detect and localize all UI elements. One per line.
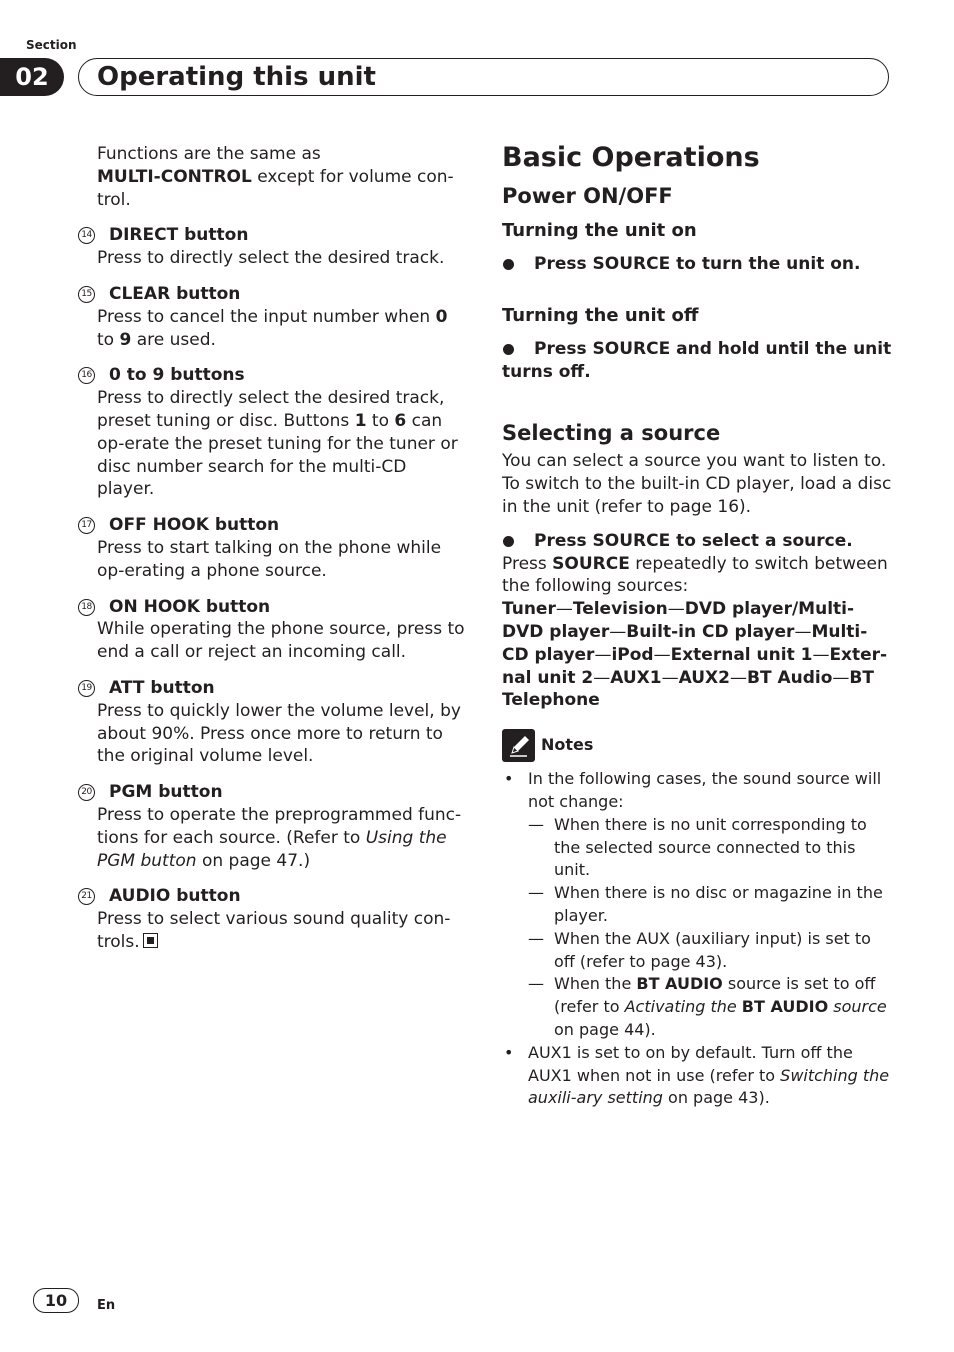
item-title: PGM button — [109, 782, 223, 803]
text: are used. — [131, 329, 216, 350]
source-name: Television — [572, 599, 668, 620]
heading-turn-on: Turning the unit on — [502, 220, 697, 241]
item-audio — [78, 885, 466, 953]
text-italic: Using the PGM button — [97, 827, 447, 871]
section-label: Section — [26, 38, 77, 52]
notes-header — [502, 729, 892, 762]
item-body — [78, 908, 466, 954]
item-title: DIRECT button — [109, 225, 249, 246]
source-separator: — — [661, 667, 679, 688]
item-number: 19 — [78, 680, 95, 697]
end-mark-icon — [143, 933, 158, 948]
right-column — [502, 140, 892, 1110]
source-name: Exter-nal unit 2 — [502, 644, 888, 688]
note-item — [502, 1042, 892, 1110]
item-pgm — [78, 781, 466, 872]
left-column — [78, 143, 466, 954]
item-number: 15 — [78, 286, 95, 303]
source-separator: — — [653, 644, 671, 665]
text-bold: 9 — [119, 329, 132, 350]
heading-select-source: Selecting a source — [502, 421, 721, 446]
text: AUX1 is set to on by default. Turn off the AUX1 when not in use (refer to — [528, 1042, 853, 1085]
text-bold: 1 — [354, 410, 367, 431]
source-name: AUX1 — [610, 667, 662, 688]
intro-rest: except for volume con-trol. — [97, 166, 454, 210]
source-separator: — — [594, 644, 612, 665]
notes-list — [502, 768, 892, 1110]
text: to — [97, 329, 120, 350]
sub-item: — When there is no disc or magazine in the player. — [528, 882, 892, 928]
item-clear — [78, 283, 466, 351]
text: Press to cancel the input number when — [97, 306, 436, 327]
item-title: OFF HOOK button — [109, 515, 280, 536]
source-name: BT Audio — [746, 667, 833, 688]
text: on page 43). — [662, 1088, 770, 1108]
language-code: En — [97, 1298, 116, 1313]
text-italic: Activating the — [624, 997, 742, 1017]
text-italic: Switching the auxili-ary setting — [528, 1065, 890, 1108]
section-number: 02 — [0, 58, 64, 96]
item-body: Press to directly select the desired track. — [97, 248, 445, 269]
item-body: Press to quickly lower the volume level, by about 90%. Press once more to return to the original volume level. — [97, 700, 461, 767]
item-body — [78, 387, 466, 501]
text-bold: 0 — [435, 306, 448, 327]
source-name: iPod — [611, 644, 654, 665]
source-name: DVD player/Multi-DVD player — [502, 599, 855, 642]
text-bold: SOURCE — [552, 553, 630, 574]
title-box — [78, 58, 889, 96]
item-title: AUDIO button — [109, 886, 241, 907]
item-number: 17 — [78, 517, 95, 534]
item-title: CLEAR button — [109, 283, 241, 304]
item-0-9 — [78, 364, 466, 501]
item-title: 0 to 9 buttons — [109, 365, 245, 386]
page-title: Operating this unit — [97, 62, 376, 92]
heading-basic-operations: Basic Operations — [502, 142, 760, 173]
item-on-hook — [78, 596, 466, 664]
intro-line1: Functions are the same as — [97, 144, 321, 164]
intro-bold: MULTI-CONTROL — [97, 166, 252, 187]
source-list — [502, 598, 892, 712]
source-name: External unit 1 — [670, 644, 813, 665]
item-att — [78, 677, 466, 768]
item-body: While operating the phone source, press to end a call or reject an incoming call. — [97, 619, 465, 663]
heading-power: Power ON/OFF — [502, 184, 673, 208]
sub-item: — When the AUX (auxiliary input) is set to off (refer to page 43). — [528, 928, 892, 974]
select-paragraph: You can select a source you want to listen to. To switch to the built-in CD player, load a disc in the unit (refer to page 16). — [502, 451, 892, 517]
item-off-hook — [78, 514, 466, 582]
text: Press — [502, 553, 553, 574]
text-bold: BT AUDIO — [636, 974, 723, 994]
source-name: Multi-CD player — [502, 621, 868, 665]
item-body — [78, 306, 466, 352]
notes-title: Notes — [541, 735, 594, 755]
text: Press to select various sound quality con-trols. — [97, 909, 451, 952]
item-number: 20 — [78, 784, 95, 801]
text: source is set to off (refer to — [554, 974, 876, 1017]
press-paragraph — [502, 553, 892, 599]
text: on page 47.) — [196, 850, 311, 871]
text: to — [366, 410, 395, 431]
text: can op-erate the preset tuning for the tuner or disc number search for the multi-CD player. — [97, 410, 458, 500]
intro-paragraph — [78, 143, 466, 211]
notes-pencil-icon — [502, 729, 535, 762]
source-separator: — — [593, 667, 611, 688]
text: When the — [554, 974, 637, 994]
item-body — [78, 804, 466, 872]
item-title: ATT button — [109, 677, 215, 698]
text-bold: 6 — [394, 410, 407, 431]
item-number: 21 — [78, 888, 95, 905]
text: Press to operate the preprogrammed func-tions for each source. (Refer to — [97, 804, 462, 848]
item-number: 18 — [78, 599, 95, 616]
source-name: AUX2 — [678, 667, 730, 688]
item-title: ON HOOK button — [109, 596, 271, 617]
source-separator: — — [729, 667, 747, 688]
sub-item: — When there is no unit corresponding to the selected source connected to this unit. — [528, 814, 892, 882]
source-separator: — — [812, 644, 830, 665]
source-name: BT Telephone — [502, 667, 874, 711]
text: In the following cases, the sound source will not change: — [528, 769, 882, 811]
source-separator: — — [794, 621, 812, 642]
text: Press to directly select the desired track, preset tuning or disc. Buttons — [97, 388, 445, 431]
note-item — [502, 768, 892, 1042]
text: on page 44). — [554, 1019, 656, 1039]
source-separator: — — [667, 599, 685, 620]
source-name: Built-in CD player — [626, 621, 795, 642]
source-separator: — — [832, 667, 850, 688]
source-separator: — — [555, 599, 573, 620]
bullet-turn-on: Press SOURCE to turn the unit on. — [502, 253, 892, 276]
bullet-select: Press SOURCE to select a source. — [502, 530, 892, 553]
item-direct — [78, 224, 466, 270]
text-italic: source — [828, 997, 887, 1017]
item-number: 16 — [78, 367, 95, 384]
source-name: Tuner — [502, 599, 556, 620]
bullet-turn-off: Press SOURCE and hold until the unit turns off. — [502, 338, 892, 382]
text: repeatedly to switch between the following sources: — [502, 553, 888, 597]
text-bold: BT AUDIO — [741, 997, 829, 1017]
sub-item — [528, 973, 892, 1041]
item-body: Press to start talking on the phone while op-erating a phone source. — [97, 537, 442, 581]
source-separator: — — [609, 621, 627, 642]
heading-turn-off: Turning the unit off — [502, 304, 699, 326]
item-number: 14 — [78, 227, 95, 244]
page-number: 10 — [33, 1288, 79, 1313]
